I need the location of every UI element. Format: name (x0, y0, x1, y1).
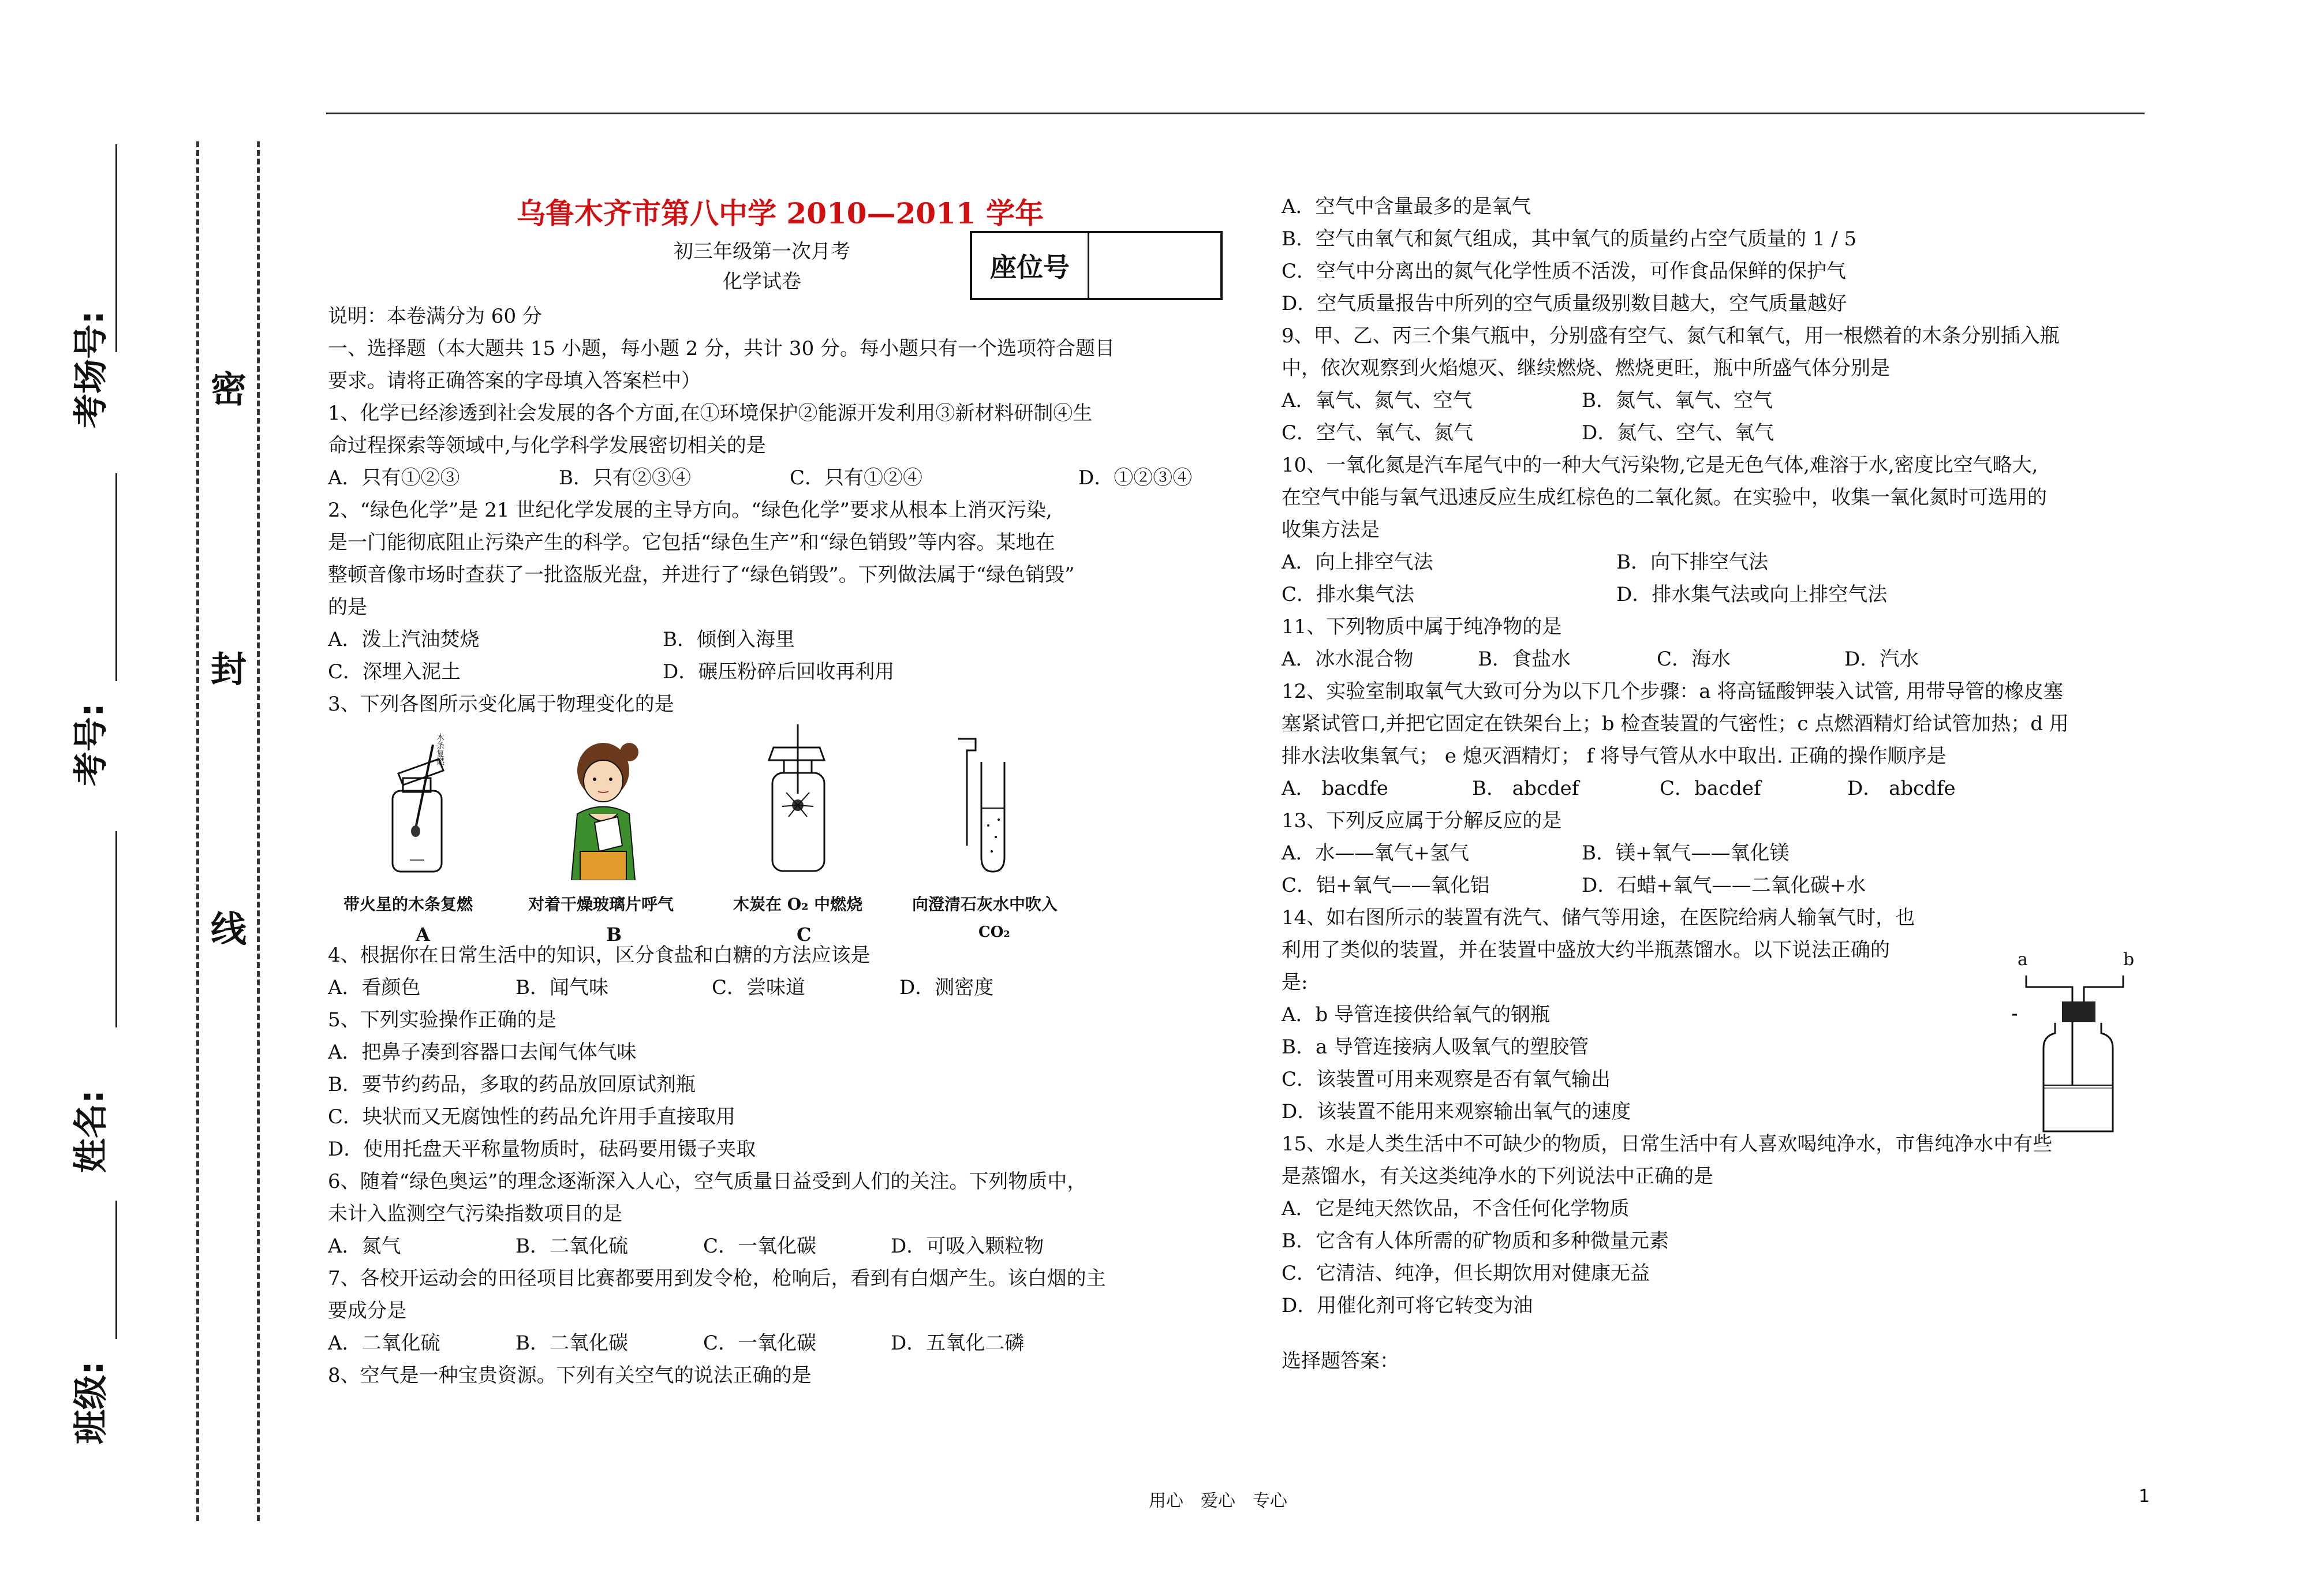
q1-options (328, 462, 1223, 494)
page-number: 1 (2139, 1486, 2150, 1507)
binding-rule-3 (115, 831, 117, 1027)
q13-text: 13、下列反应属于分解反应的是 (1282, 809, 1562, 832)
seat-number-label: 座位号 (972, 233, 1089, 298)
q2-text: 2、“绿色化学”是 21 世纪化学发展的主导方向。“绿色化学”要求从根本上消灭污染, (328, 499, 1052, 522)
q5-opt-b: B．要节约药品，多取的药品放回原试剂瓶 (328, 1073, 696, 1096)
q9-text: 9、甲、乙、丙三个集气瓶中，分别盛有空气、氮气和氧气，用一根燃着的木条分别插入瓶 (1282, 324, 2060, 347)
dashed-line-2 (257, 141, 260, 1521)
q7-opt-d: D．五氧化二磷 (891, 1332, 1025, 1355)
q9-options-2 (1282, 417, 2159, 449)
q15-text-2: 是蒸馏水，有关这类纯净水的下列说法中正确的是 (1282, 1165, 1713, 1188)
q6-options (328, 1230, 1223, 1262)
q6-opt-d: D．可吸入颗粒物 (891, 1235, 1044, 1258)
q11-text: 11、下列物质中属于纯净物的是 (1282, 615, 1562, 638)
label-exam-room: 考场号: (71, 311, 111, 428)
binding-rule-1 (115, 144, 117, 352)
q12-opt-b: B． abcdef (1472, 777, 1579, 800)
q9-opt-c: C．空气、氧气、氮气 (1282, 421, 1474, 444)
q13-options-2 (1282, 869, 2159, 902)
q10-opt-a: A．向上排空气法 (1282, 551, 1433, 574)
q12-opt-d: D． abcdfe (1847, 777, 1956, 800)
q2-text-3: 整顿音像市场时查获了一批盗版光盘，并进行了“绿色销毁”。下列做法属于“绿色销毁” (328, 563, 1075, 586)
q1-opt-c: C．只有①②④ (790, 466, 923, 489)
left-column (328, 300, 1223, 720)
q7-text: 7、各校开运动会的田径项目比赛都要用到发令枪，枪响后，看到有白烟产生。该白烟的主 (328, 1267, 1106, 1290)
q13-opt-a: A．水——氧气+氢气 (1282, 842, 1470, 865)
q7-opt-b: B．二氧化碳 (515, 1332, 628, 1355)
q14-label-b: b (2123, 950, 2135, 970)
right-column (1282, 190, 2159, 1377)
q3-fig-b-letter: B (606, 924, 622, 945)
q3-fig-d-caption: 向澄清石灰水中吹入 (912, 895, 1058, 914)
q10-text: 10、一氧化氮是汽车尾气中的一种大气污染物,它是无色气体,难溶于水,密度比空气略大, (1282, 454, 2038, 477)
q6-opt-b: B．二氧化硫 (515, 1235, 628, 1258)
q1-opt-d: D．①②③④ (1078, 466, 1193, 489)
q6-text-2: 未计入监测空气污染指数项目的是 (328, 1202, 622, 1225)
exam-subject: 化学试卷 (723, 270, 801, 293)
left-column-lower (328, 939, 1223, 1392)
q8-opt-c: C．空气中分离出的氮气化学性质不活泼，可作食品保鲜的保护气 (1282, 260, 1847, 283)
seat-number-field[interactable] (1089, 233, 1220, 298)
label-exam-number: 考号: (71, 703, 111, 786)
q10-options-1 (1282, 546, 2159, 578)
q2-opt-c: C．深埋入泥土 (328, 660, 461, 683)
q9-opt-a: A．氧气、氮气、空气 (1282, 389, 1473, 412)
q1-text: 1、化学已经渗透到社会发展的各个方面,在①环境保护②能源开发利用③新材料研制④生 (328, 402, 1093, 425)
section-heading: 一、选择题（本大题共 15 小题，每小题 2 分，共计 30 分。每小题只有一个选项符合题目 (328, 337, 1115, 360)
q8-text: 8、空气是一种宝贵资源。下列有关空气的说法正确的是 (328, 1364, 812, 1387)
q14-opt-a: A．b 导管连接供给氧气的钢瓶 (1282, 1003, 1551, 1026)
dashed-line-1 (196, 141, 199, 1521)
q11-opt-b: B．食盐水 (1478, 648, 1571, 671)
q4-opt-c: C．尝味道 (712, 976, 806, 999)
q11-opt-c: C．海水 (1657, 648, 1731, 671)
q10-opt-c: C．排水集气法 (1282, 583, 1415, 606)
q1-opt-b: B．只有②③④ (559, 466, 691, 489)
note: 说明：本卷满分为 60 分 (328, 305, 542, 328)
q5-opt-c: C．块状而又无腐蚀性的药品允许用手直接取用 (328, 1105, 736, 1128)
q12-text-3: 排水法收集氧气； e 熄灭酒精灯； f 将导气管从水中取出. 正确的操作顺序是 (1282, 745, 1947, 768)
q15-opt-b: B．它含有人体所需的矿物质和多种微量元素 (1282, 1229, 1669, 1253)
q2-options-1 (328, 623, 1223, 656)
q10-opt-b: B．向下排空气法 (1616, 551, 1768, 574)
q10-text-2: 在空气中能与氧气迅速反应生成红棕色的二氧化氮。在实验中，收集一氧化氮时可选用的 (1282, 486, 2047, 509)
q13-opt-c: C．铝+氧气——氧化铝 (1282, 874, 1490, 897)
q11-opt-a: A．冰水混合物 (1282, 648, 1414, 671)
q3-fig-a-letter: A (416, 924, 430, 945)
q7-text-2: 要成分是 (328, 1299, 406, 1322)
q15-opt-d: D．用催化剂可将它转变为油 (1282, 1294, 1533, 1317)
label-name: 姓名: (71, 1090, 111, 1173)
exam-title: 乌鲁木齐市第八中学 2010—2011 学年 (517, 196, 1044, 230)
q2-opt-a: A．泼上汽油焚烧 (328, 628, 480, 651)
q14-text-2: 利用了类似的装置，并在装置中盛放大约半瓶蒸馏水。以下说法正确的 (1282, 939, 1890, 962)
q5-opt-d: D．使用托盘天平称量物质时，砝码要用镊子夹取 (328, 1138, 756, 1161)
q3-fig-c-caption: 木炭在 O₂ 中燃烧 (733, 895, 863, 914)
seal-mi: 密 (211, 368, 247, 410)
q11-opt-d: D．汽水 (1844, 648, 1919, 671)
q14-text: 14、如右图所示的装置有洗气、储气等用途，在医院给病人输氧气时，也 (1282, 906, 1915, 929)
q9-text-2: 中，依次观察到火焰熄灭、继续燃烧、燃烧更旺，瓶中所盛气体分别是 (1282, 357, 1890, 380)
q14-gas-bottle-image (2009, 970, 2136, 1143)
binding-rule-2 (115, 473, 117, 681)
q11-options (1282, 643, 2159, 675)
q12-text: 12、实验室制取氧气大致可分为以下几个步骤：a 将高锰酸钾装入试管, 用带导管的橡皮塞 (1282, 680, 2063, 703)
q1-opt-a: A．只有①②③ (328, 466, 460, 489)
q12-text-2: 塞紧试管口,并把它固定在铁架台上；b 检查装置的气密性；c 点燃酒精灯给试管加热；d 用 (1282, 712, 2069, 735)
q13-options-1 (1282, 837, 2159, 869)
q9-options-1 (1282, 384, 2159, 417)
binding-rule-4 (115, 1201, 117, 1339)
q14-label-a: a (2018, 950, 2028, 970)
q10-opt-d: D．排水集气法或向上排空气法 (1616, 583, 1888, 606)
q15-opt-c: C．它清洁、纯净，但长期饮用对健康无益 (1282, 1262, 1650, 1285)
q14-opt-b: B．a 导管连接病人吸氧气的塑胶管 (1282, 1036, 1589, 1059)
q4-opt-d: D．测密度 (899, 976, 994, 999)
q3-fig-a-caption: 带火星的木条复燃 (343, 895, 473, 914)
q2-text-4: 的是 (328, 596, 367, 619)
q2-options-2 (328, 656, 1223, 688)
q7-options (328, 1327, 1223, 1359)
q3-fig-b-caption: 对着干燥玻璃片呼气 (528, 895, 674, 914)
q8-opt-b: B．空气由氧气和氮气组成，其中氧气的质量约占空气质量的 1 / 5 (1282, 227, 1857, 251)
seat-number-box (970, 231, 1223, 300)
q2-text-2: 是一门能彻底阻止污染产生的科学。它包括“绿色生产”和“绿色销毁”等内容。某地在 (328, 531, 1055, 554)
q12-opt-a: A． bacdfe (1282, 777, 1388, 800)
q4-opt-a: A．看颜色 (328, 976, 421, 999)
exam-subtitle: 初三年级第一次月考 (674, 240, 850, 263)
q9-opt-d: D．氮气、空气、氧气 (1582, 421, 1774, 444)
q3-figure-c-image (756, 724, 843, 877)
q14-opt-d: D．该装置不能用来观察输出氧气的速度 (1282, 1100, 1631, 1123)
q3-figure-a-image (375, 727, 462, 877)
q13-opt-d: D．石蜡+氧气——二氧化碳+水 (1582, 874, 1866, 897)
q5-text: 5、下列实验操作正确的是 (328, 1008, 556, 1031)
footer-slogan: 用心 爱心 专心 (1149, 1491, 1287, 1511)
q2-opt-b: B．倾倒入海里 (663, 628, 795, 651)
q5-opt-a: A．把鼻子凑到容器口去闻气体气味 (328, 1041, 637, 1064)
q4-opt-b: B．闻气味 (515, 976, 608, 999)
q8-opt-d: D．空气质量报告中所列的空气质量级别数目越大，空气质量越好 (1282, 292, 1847, 315)
q3-figure-b-image (554, 736, 652, 880)
section-heading-2: 要求。请将正确答案的字母填入答案栏中） (328, 369, 701, 393)
seal-feng: 封 (211, 648, 247, 690)
q7-opt-c: C．一氧化碳 (703, 1332, 817, 1355)
seal-xian: 线 (211, 908, 247, 950)
q3-figure-a-tag: 木条复燃 (435, 733, 444, 765)
q1-text-2: 命过程探索等领域中,与化学科学发展密切相关的是 (328, 434, 766, 457)
q6-text: 6、随着“绿色奥运”的理念逐渐深入人心，空气质量日益受到人们的关注。下列物质中， (328, 1170, 1087, 1193)
q12-options (1282, 772, 2159, 805)
top-rule (326, 113, 2145, 114)
answer-label: 选择题答案： (1282, 1350, 1399, 1373)
q12-opt-c: C．bacdef (1660, 777, 1761, 800)
q3-figure-d-image (952, 733, 1016, 877)
q6-opt-a: A．氮气 (328, 1235, 401, 1258)
q7-opt-a: A．二氧化硫 (328, 1332, 440, 1355)
q3-text: 3、下列各图所示变化属于物理变化的是 (328, 693, 674, 716)
q13-opt-b: B．镁+氧气——氧化镁 (1582, 842, 1790, 865)
q14-opt-c: C．该装置可用来观察是否有氧气输出 (1282, 1068, 1611, 1091)
q9-opt-b: B．氮气、氧气、空气 (1582, 389, 1773, 412)
q10-options-2 (1282, 578, 2159, 611)
q8-opt-a: A．空气中含量最多的是氧气 (1282, 195, 1531, 218)
q15-text: 15、水是人类生活中不可缺少的物质，日常生活中有人喜欢喝纯净水，市售纯净水中有些 (1282, 1132, 2053, 1156)
q3-fig-c-letter: C (797, 924, 812, 945)
q2-opt-d: D．碾压粉碎后回收再利用 (663, 660, 895, 683)
q15-opt-a: A．它是纯天然饮品，不含任何化学物质 (1282, 1197, 1630, 1220)
q3-fig-d-letter: CO₂ (978, 924, 1010, 941)
q14-text-3: 是: (1282, 971, 1308, 994)
q10-text-3: 收集方法是 (1282, 518, 1380, 541)
label-class: 班级: (71, 1361, 111, 1444)
q4-options (328, 971, 1223, 1004)
q6-opt-c: C．一氧化碳 (703, 1235, 817, 1258)
q4-text: 4、根据你在日常生活中的知识，区分食盐和白糖的方法应该是 (328, 944, 871, 967)
